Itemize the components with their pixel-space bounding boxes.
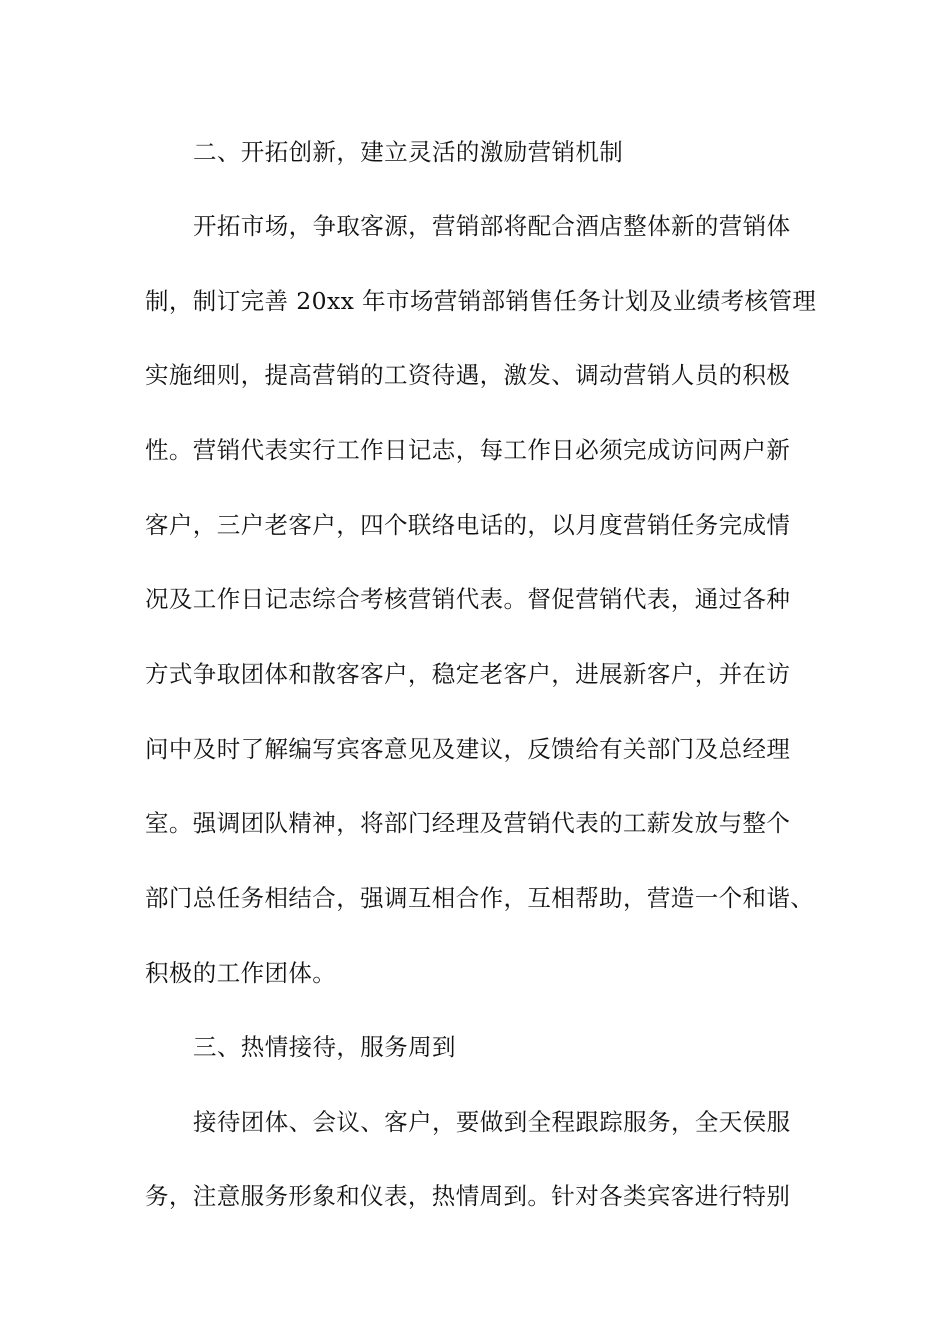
paragraph-line: 部门总任务相结合，强调互相合作，互相帮助，营造一个和谐、 xyxy=(145,884,815,912)
paragraph-line: 开拓市场，争取客源，营销部将配合酒店整体新的营销体 xyxy=(193,212,791,240)
section-heading-3: 三、热情接待，服务周到 xyxy=(193,1033,456,1061)
paragraph-line: 况及工作日记志综合考核营销代表。督促营销代表，通过各种 xyxy=(145,585,791,613)
paragraph-line: 室。强调团队精神，将部门经理及营销代表的工薪发放与整个 xyxy=(145,809,791,837)
section-heading-2: 二、开拓创新，建立灵活的激励营销机制 xyxy=(193,138,624,166)
paragraph-line: 制，制订完善 20xx 年市场营销部销售任务计划及业绩考核管理 xyxy=(145,287,817,315)
paragraph-line: 务，注意服务形象和仪表，热情周到。针对各类宾客进行特别 xyxy=(145,1182,791,1210)
paragraph-line: 方式争取团体和散客客户，稳定老客户，进展新客户，并在访 xyxy=(145,660,791,688)
paragraph-line: 客户，三户老客户，四个联络电话的，以月度营销任务完成情 xyxy=(145,511,791,539)
paragraph-line: 问中及时了解编写宾客意见及建议，反馈给有关部门及总经理 xyxy=(145,735,791,763)
paragraph-line: 接待团体、会议、客户，要做到全程跟踪服务，全天侯服 xyxy=(193,1108,791,1136)
paragraph-line: 实施细则，提高营销的工资待遇，激发、调动营销人员的积极 xyxy=(145,361,791,389)
paragraph-line: 积极的工作团体。 xyxy=(145,959,337,987)
paragraph-line: 性。营销代表实行工作日记志，每工作日必须完成访问两户新 xyxy=(145,436,791,464)
